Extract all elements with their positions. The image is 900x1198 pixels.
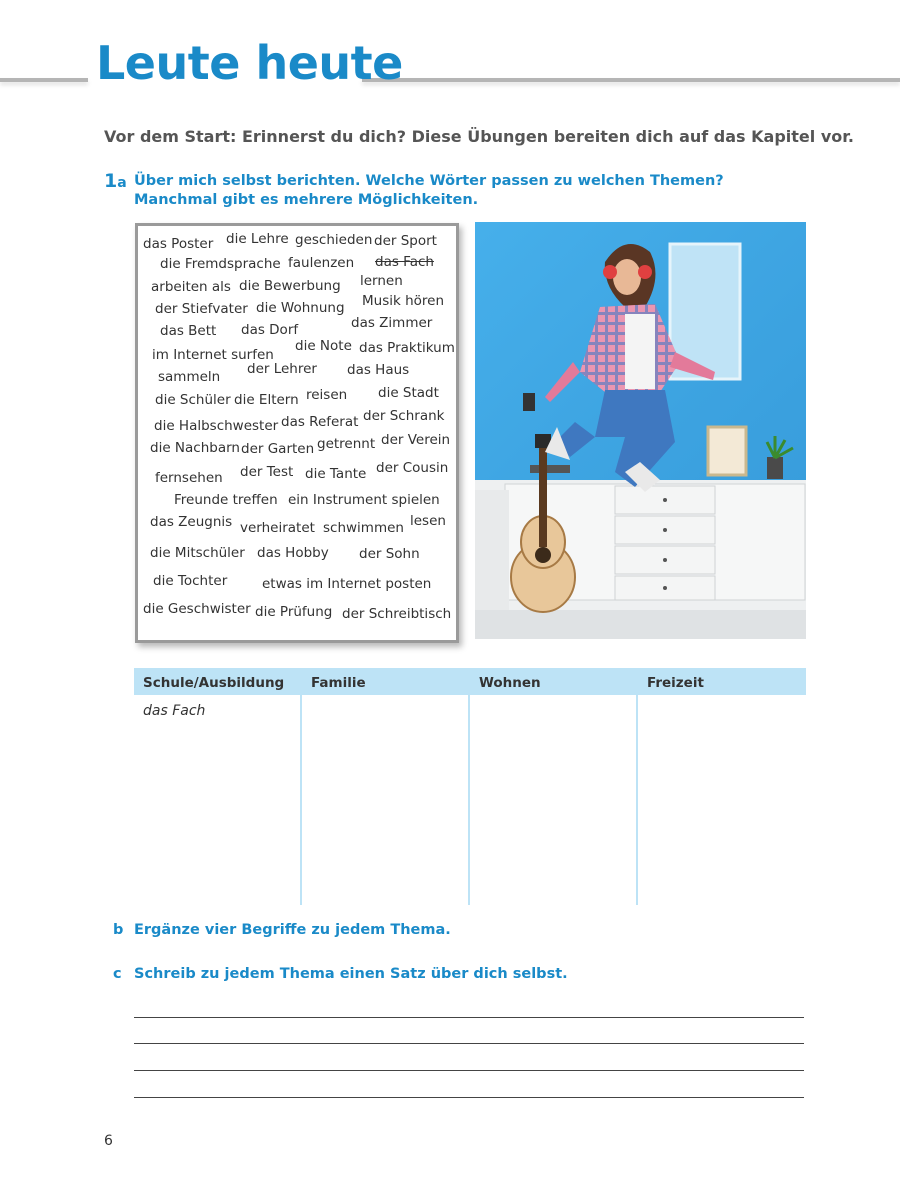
word-item: der Test xyxy=(240,464,294,480)
word-item: der Garten xyxy=(241,441,315,457)
word-item: das Zimmer xyxy=(351,315,433,331)
table-header-row xyxy=(134,668,806,695)
word-item: die Stadt xyxy=(378,385,439,401)
exercise-number: 1a xyxy=(104,170,127,192)
word-item: der Cousin xyxy=(376,460,449,476)
word-item: die Lehre xyxy=(226,231,289,247)
word-item: lesen xyxy=(410,513,446,529)
word-item: reisen xyxy=(306,387,348,403)
word-item: das Hobby xyxy=(257,545,329,561)
word-item: die Geschwister xyxy=(143,601,251,617)
word-item: die Tante xyxy=(305,466,367,482)
word-item: die Schüler xyxy=(155,392,231,408)
word-item: die Fremdsprache xyxy=(160,256,281,272)
exercise-b-instruction: Ergänze vier Begriffe zu jedem Thema. xyxy=(134,922,451,938)
table-cell-school[interactable] xyxy=(134,695,302,905)
table-cell-freetime[interactable] xyxy=(638,695,806,905)
word-item: das Praktikum xyxy=(359,340,455,356)
word-item: der Schreibtisch xyxy=(342,606,452,622)
title-rule-right xyxy=(362,78,900,82)
word-item: das Haus xyxy=(347,362,410,378)
sorting-table xyxy=(134,668,806,905)
word-item-crossed: das Fach xyxy=(375,254,434,270)
word-item: die Mitschüler xyxy=(150,545,245,561)
word-item: die Wohnung xyxy=(256,300,345,316)
word-item: das Poster xyxy=(143,236,214,252)
example-entry: das Fach xyxy=(143,703,206,719)
word-item: die Bewerbung xyxy=(239,278,341,294)
exercise-b-letter: b xyxy=(113,922,124,938)
page-title: Leute heute xyxy=(96,36,403,90)
word-item: fernsehen xyxy=(155,470,223,486)
word-item: die Tochter xyxy=(153,573,228,589)
word-item: Freunde treffen xyxy=(174,492,278,508)
writing-line[interactable] xyxy=(134,1043,804,1044)
word-item: der Sport xyxy=(374,233,437,249)
exercise-a-instruction: Über mich selbst berichten. Welche Wörter passen zu welchen Themen? Manchmal gibt es mehrere Möglichkeiten. xyxy=(134,173,724,208)
word-item: schwimmen xyxy=(323,520,404,536)
word-item: der Stiefvater xyxy=(155,301,248,317)
word-item: etwas im Internet posten xyxy=(262,576,432,592)
intro-text: Vor dem Start: Erinnerst du dich? Diese Übungen bereiten dich auf das Kapitel vor. xyxy=(104,127,854,146)
word-item: die Nachbarn xyxy=(150,440,240,456)
page-number: 6 xyxy=(104,1133,113,1149)
word-item: arbeiten als xyxy=(151,279,231,295)
exercise-c-letter: c xyxy=(113,966,122,982)
table-body xyxy=(134,695,806,905)
table-cell-family[interactable] xyxy=(302,695,470,905)
photo-girl-jumping xyxy=(475,222,806,639)
exercise-c xyxy=(113,966,568,982)
word-item: der Schrank xyxy=(363,408,445,424)
exercise-part-a-letter: a xyxy=(117,175,127,191)
table-header-freetime: Freizeit xyxy=(647,675,704,691)
word-item: der Lehrer xyxy=(247,361,317,377)
word-item: lernen xyxy=(360,273,403,289)
exercise-b xyxy=(113,922,451,938)
word-item: das Bett xyxy=(160,323,217,339)
word-item: verheiratet xyxy=(240,520,315,536)
word-item: die Prüfung xyxy=(255,604,333,620)
word-box xyxy=(135,223,459,643)
word-item: getrennt xyxy=(317,436,376,452)
word-item: der Sohn xyxy=(359,546,420,562)
word-item: Musik hören xyxy=(362,293,445,309)
writing-line[interactable] xyxy=(134,1017,804,1018)
writing-line[interactable] xyxy=(134,1097,804,1098)
word-item: die Eltern xyxy=(234,392,299,408)
word-item: das Dorf xyxy=(241,322,299,338)
word-item: der Verein xyxy=(381,432,451,448)
word-item: geschieden xyxy=(295,232,373,248)
title-rule-left xyxy=(0,78,88,82)
word-item: das Referat xyxy=(281,414,359,430)
table-cell-living[interactable] xyxy=(470,695,638,905)
word-item: im Internet surfen xyxy=(152,347,274,363)
writing-line[interactable] xyxy=(134,1070,804,1071)
table-header-school: Schule/Ausbildung xyxy=(143,675,285,691)
table-header-living: Wohnen xyxy=(479,675,541,691)
word-item: faulenzen xyxy=(288,255,355,271)
word-item: die Note xyxy=(295,338,352,354)
word-item: sammeln xyxy=(158,369,221,385)
word-item: das Zeugnis xyxy=(150,514,233,530)
exercise-c-instruction: Schreib zu jedem Thema einen Satz über dich selbst. xyxy=(134,966,568,982)
word-item: ein Instrument spielen xyxy=(288,492,440,508)
table-header-family: Familie xyxy=(311,675,366,691)
photo-illustration xyxy=(475,222,806,639)
word-item: die Halbschwester xyxy=(154,418,279,434)
